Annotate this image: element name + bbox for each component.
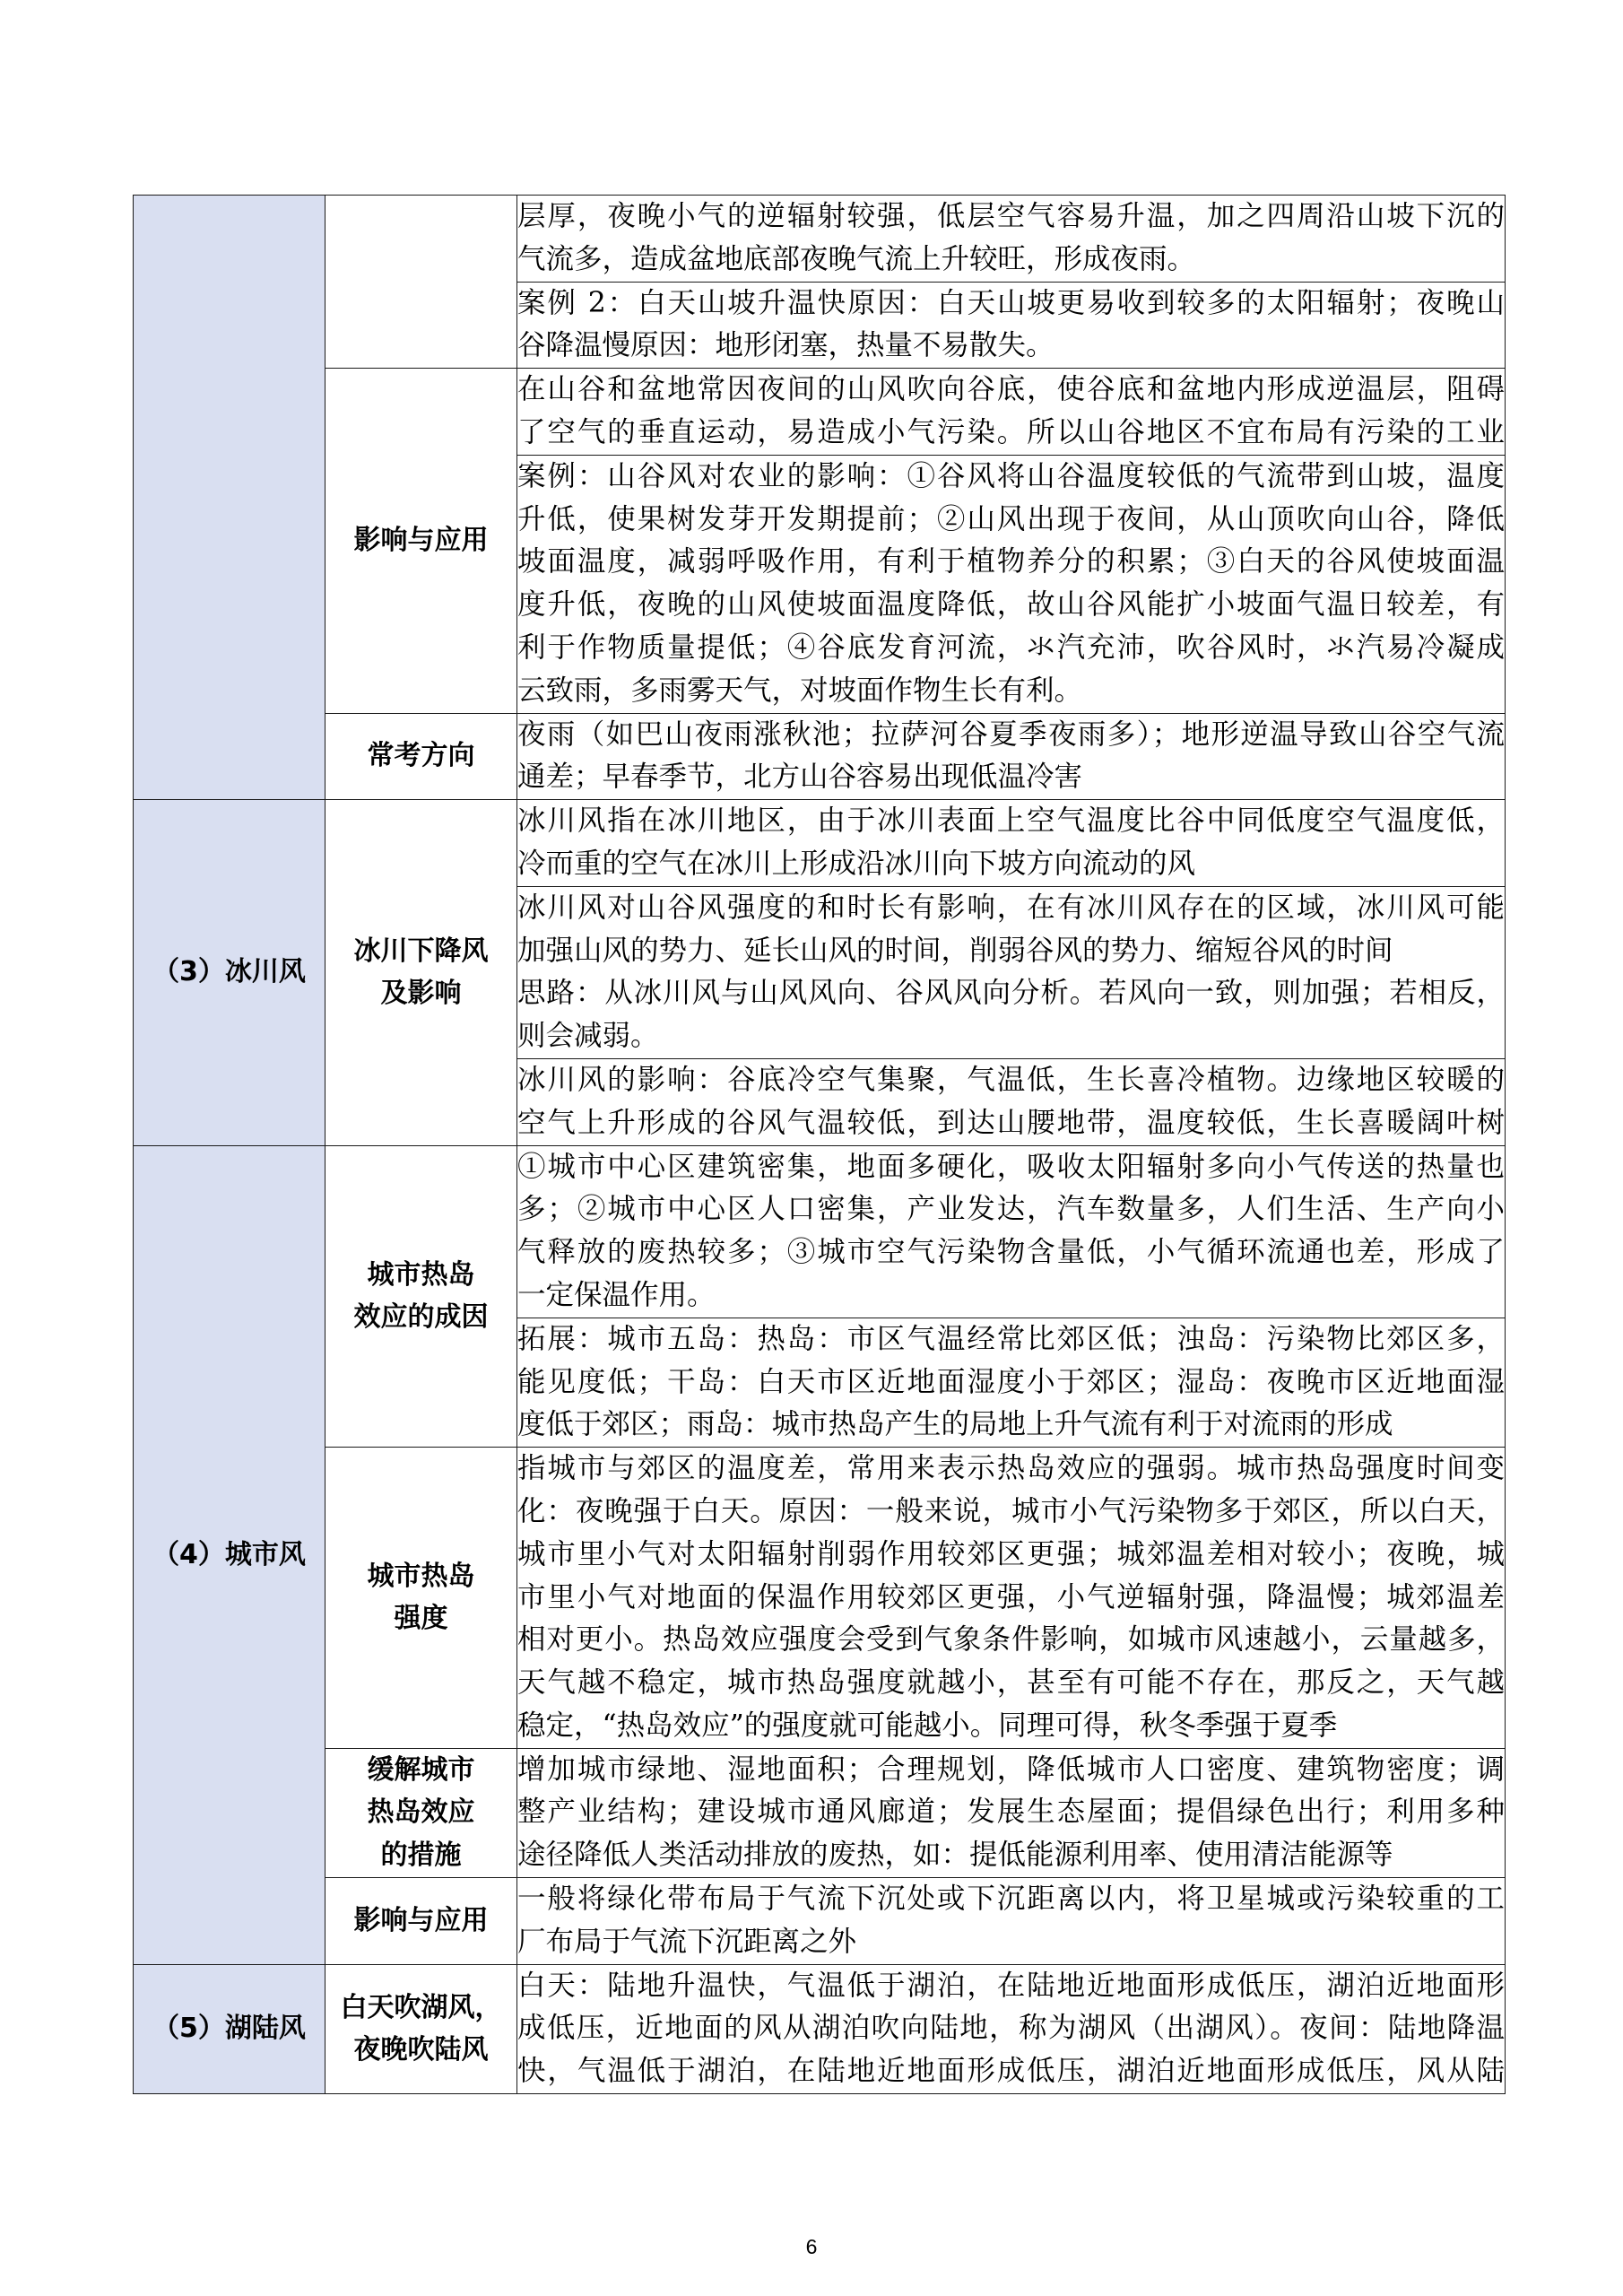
topic-label-line: 冰川下降风 — [353, 935, 489, 967]
table-row — [134, 1878, 1506, 1965]
content-line: 层厚，夜晚小气的逆辐射较强，低层空气容易升温，加之四周沿山坡下沉的 — [517, 200, 1505, 232]
content-line: 冰川风的影响：谷底冷空气集聚，气温低，生长喜冷植物。边缘地区较暖的 — [517, 1063, 1505, 1096]
content-cell — [517, 455, 1506, 713]
content-line: 空气上升形成的谷风气温较低，到达山腰地带，温度较低，生长喜暖阔叶树 — [517, 1106, 1505, 1139]
page-number: 6 — [805, 2235, 818, 2258]
content-line: 加强山风的势力、延长山风的时间，削弱谷风的势力、缩短谷风的时间 — [517, 934, 1393, 967]
content-line: 度升低，夜晚的山风使坡面温度降低，故山谷风能扩小坡面气温日较差，有 — [517, 588, 1505, 622]
category-label: （3）冰川风 — [152, 956, 306, 988]
topic-cell — [325, 800, 517, 1145]
content-line: 谷降温慢原因：地形闭塞，热量不易散失。 — [517, 329, 1055, 362]
content-line: 案例：山谷风对农业的影响：①谷风将山谷温度较低的气流带到山坡，温度 — [517, 459, 1505, 492]
content-cell — [517, 1318, 1506, 1447]
content-line: 途径降低人类活动排放的废热，如：提低能源利用率、使用清洁能源等 — [517, 1839, 1393, 1872]
table-row — [134, 1448, 1506, 1749]
content-line: 案例 2：白天山坡升温快原因：白天山坡更易收到较多的太阳辐射；夜晚山 — [517, 286, 1505, 319]
content-line: 稳定，“热岛效应”的强度就可能越小。同理可得，秋冬季强于夏季 — [517, 1709, 1338, 1742]
table-row — [134, 1145, 1506, 1318]
content-line: 升低，使果树发芽开发期提前；②山风出现于夜间，从山顶吹向山谷，降低 — [517, 502, 1505, 535]
content-line: 相对更小。热岛效应强度会受到气象条件影响，如城市风速越小，云量越多， — [517, 1623, 1505, 1657]
content-line: 一般将绿化带布局于气流下沉处或下沉距离以内，将卫星城或污染较重的工 — [517, 1883, 1505, 1916]
content-line: 多；②城市中心区人口密集，产业发达，汽车数量多，人们生活、生产向小 — [517, 1193, 1505, 1226]
content-cell — [517, 1448, 1506, 1749]
content-line: 天气越不稳定，城市热岛强度就越小，甚至有可能不存在，那反之，天气越 — [517, 1666, 1505, 1700]
content-line: 成低压，近地面的风从湖泊吹向陆地，称为湖风（出湖风）。夜间：陆地降温 — [517, 2012, 1505, 2045]
content-line: 能见度低；干岛：白天市区近地面湿度小于郊区；湿岛：夜晚市区近地面湿 — [517, 1365, 1505, 1398]
content-line: 冷而重的空气在冰川上形成沿冰川向下坡方向流动的风 — [517, 847, 1196, 880]
content-cell — [517, 713, 1506, 800]
content-cell — [517, 1145, 1506, 1318]
topic-cell — [325, 1878, 517, 1965]
content-cell — [517, 369, 1506, 456]
table-row — [134, 1964, 1506, 2093]
content-cell — [517, 282, 1506, 369]
content-line: 坡面温度，减弱呼吸作用，有利于植物养分的积累；③白天的谷风使坡面温 — [517, 545, 1505, 578]
content-line: 白天：陆地升温快，气温低于湖泊，在陆地近地面形成低压，湖泊近地面形 — [517, 1969, 1505, 2002]
content-cell — [517, 1748, 1506, 1877]
content-line: 利于作物质量提低；④谷底发育河流，氺汽充沛，吹谷风时，氺汽易冷凝成 — [517, 631, 1505, 664]
category-cell — [134, 1964, 325, 2093]
topic-label-line: 热岛效应 — [367, 1796, 475, 1829]
topic-label: 影响与应用 — [353, 1904, 489, 1936]
topic-label-line: 及影响 — [380, 978, 462, 1010]
topic-label: 常考方向 — [367, 740, 475, 772]
topic-label-line: 效应的成因 — [353, 1301, 489, 1334]
topic-label-line: 强度 — [394, 1603, 448, 1635]
topic-cell — [325, 1748, 517, 1877]
content-line: 冰川风对山谷风强度的和时长有影响，在有冰川风存在的区域，冰川风可能 — [517, 891, 1505, 924]
content-line: 厂布局于气流下沉距离之外 — [517, 1925, 857, 1958]
content-cell — [517, 1058, 1506, 1145]
topic-label-line: 缓解城市 — [367, 1753, 475, 1786]
topic-label-line: 城市热岛 — [367, 1258, 475, 1291]
content-line: 了空气的垂直运动，易造成小气污染。所以山谷地区不宜布局有污染的工业 — [517, 415, 1505, 448]
topic-label-line: 白天吹湖风， — [340, 1991, 502, 2023]
content-line: 城市里小气对太阳辐射削弱作用较郊区更强；城郊温差相对较小；夜晚，城 — [517, 1537, 1505, 1570]
topic-label: 影响与应用 — [353, 524, 489, 556]
content-line: 通差；早春季节，北方山谷容易出现低温冷害 — [517, 761, 1083, 794]
content-line: 云致雨，多雨雾天气，对坡面作物生长有利。 — [517, 674, 1083, 707]
table-row — [134, 713, 1506, 800]
topic-label-line: 的措施 — [380, 1839, 462, 1872]
content-cell — [517, 1964, 1506, 2093]
content-line: 一定保温作用。 — [517, 1278, 716, 1311]
content-line: 冰川风指在冰川地区，由于冰川表面上空气温度比谷中同低度空气温度低， — [517, 804, 1505, 838]
table-row — [134, 800, 1506, 887]
content-line: 气流多，造成盆地底部夜晚气流上升较旺，形成夜雨。 — [517, 242, 1196, 275]
content-cell — [517, 196, 1506, 283]
content-line: 整产业结构；建设城市通风廊道；发展生态屋面；提倡绿色出行；利用多种 — [517, 1796, 1505, 1829]
content-cell — [517, 1878, 1506, 1965]
category-cell — [134, 800, 325, 1145]
content-line: 气释放的废热较多；③城市空气污染物含量低，小气循环流通也差，形成了 — [517, 1236, 1505, 1269]
topic-cell — [325, 196, 517, 369]
category-label: （5）湖陆风 — [152, 2013, 306, 2045]
content-line: 指城市与郊区的温度差，常用来表示热岛效应的强弱。城市热岛强度时间变 — [517, 1452, 1505, 1485]
content-line: 度低于郊区；雨岛：城市热岛产生的局地上升气流有利于对流雨的形成 — [517, 1408, 1393, 1441]
content-line: 增加城市绿地、湿地面积；合理规划，降低城市人口密度、建筑物密度；调 — [517, 1752, 1505, 1786]
topic-cell — [325, 1964, 517, 2093]
category-cell — [134, 1145, 325, 1964]
content-line: 在山谷和盆地常因夜间的山风吹向谷底，使谷底和盆地内形成逆温层，阻碍 — [517, 373, 1505, 406]
content-line: 思路：从冰川风与山风风向、谷风风向分析。若风向一致，则加强；若相反， — [517, 977, 1505, 1010]
topic-cell — [325, 1448, 517, 1749]
content-cell — [517, 800, 1506, 887]
content-line: ①城市中心区建筑密集，地面多硬化，吸收太阳辐射多向小气传送的热量也 — [517, 1150, 1505, 1183]
topic-label-line: 夜晚吹陆风 — [353, 2034, 489, 2066]
content-cell — [517, 886, 1506, 1058]
content-line: 夜雨（如巴山夜雨涨秋池；拉萨河谷夏季夜雨多）；地形逆温导致山谷空气流 — [517, 718, 1505, 751]
content-line: 则会减弱。 — [517, 1020, 659, 1053]
table-row — [134, 196, 1506, 283]
topic-cell — [325, 713, 517, 800]
category-label: （4）城市风 — [152, 1538, 306, 1570]
topic-label-line: 城市热岛 — [367, 1560, 475, 1592]
content-line: 市里小气对地面的保温作用较郊区更强，小气逆辐射强，降温慢；城郊温差 — [517, 1580, 1505, 1613]
content-line: 拓展：城市五岛：热岛：市区气温经常比郊区低；浊岛：污染物比郊区多， — [517, 1322, 1505, 1355]
content-line: 快，气温低于湖泊，在陆地近地面形成低压，湖泊近地面形成低压，风从陆 — [517, 2055, 1505, 2088]
category-cell — [134, 196, 325, 800]
knowledge-table — [133, 195, 1506, 2094]
table-row — [134, 369, 1506, 456]
table-row — [134, 1748, 1506, 1877]
topic-cell — [325, 369, 517, 713]
content-line: 化：夜晚强于白天。原因：一般来说，城市小气污染物多于郊区，所以白天， — [517, 1494, 1505, 1527]
topic-cell — [325, 1145, 517, 1448]
